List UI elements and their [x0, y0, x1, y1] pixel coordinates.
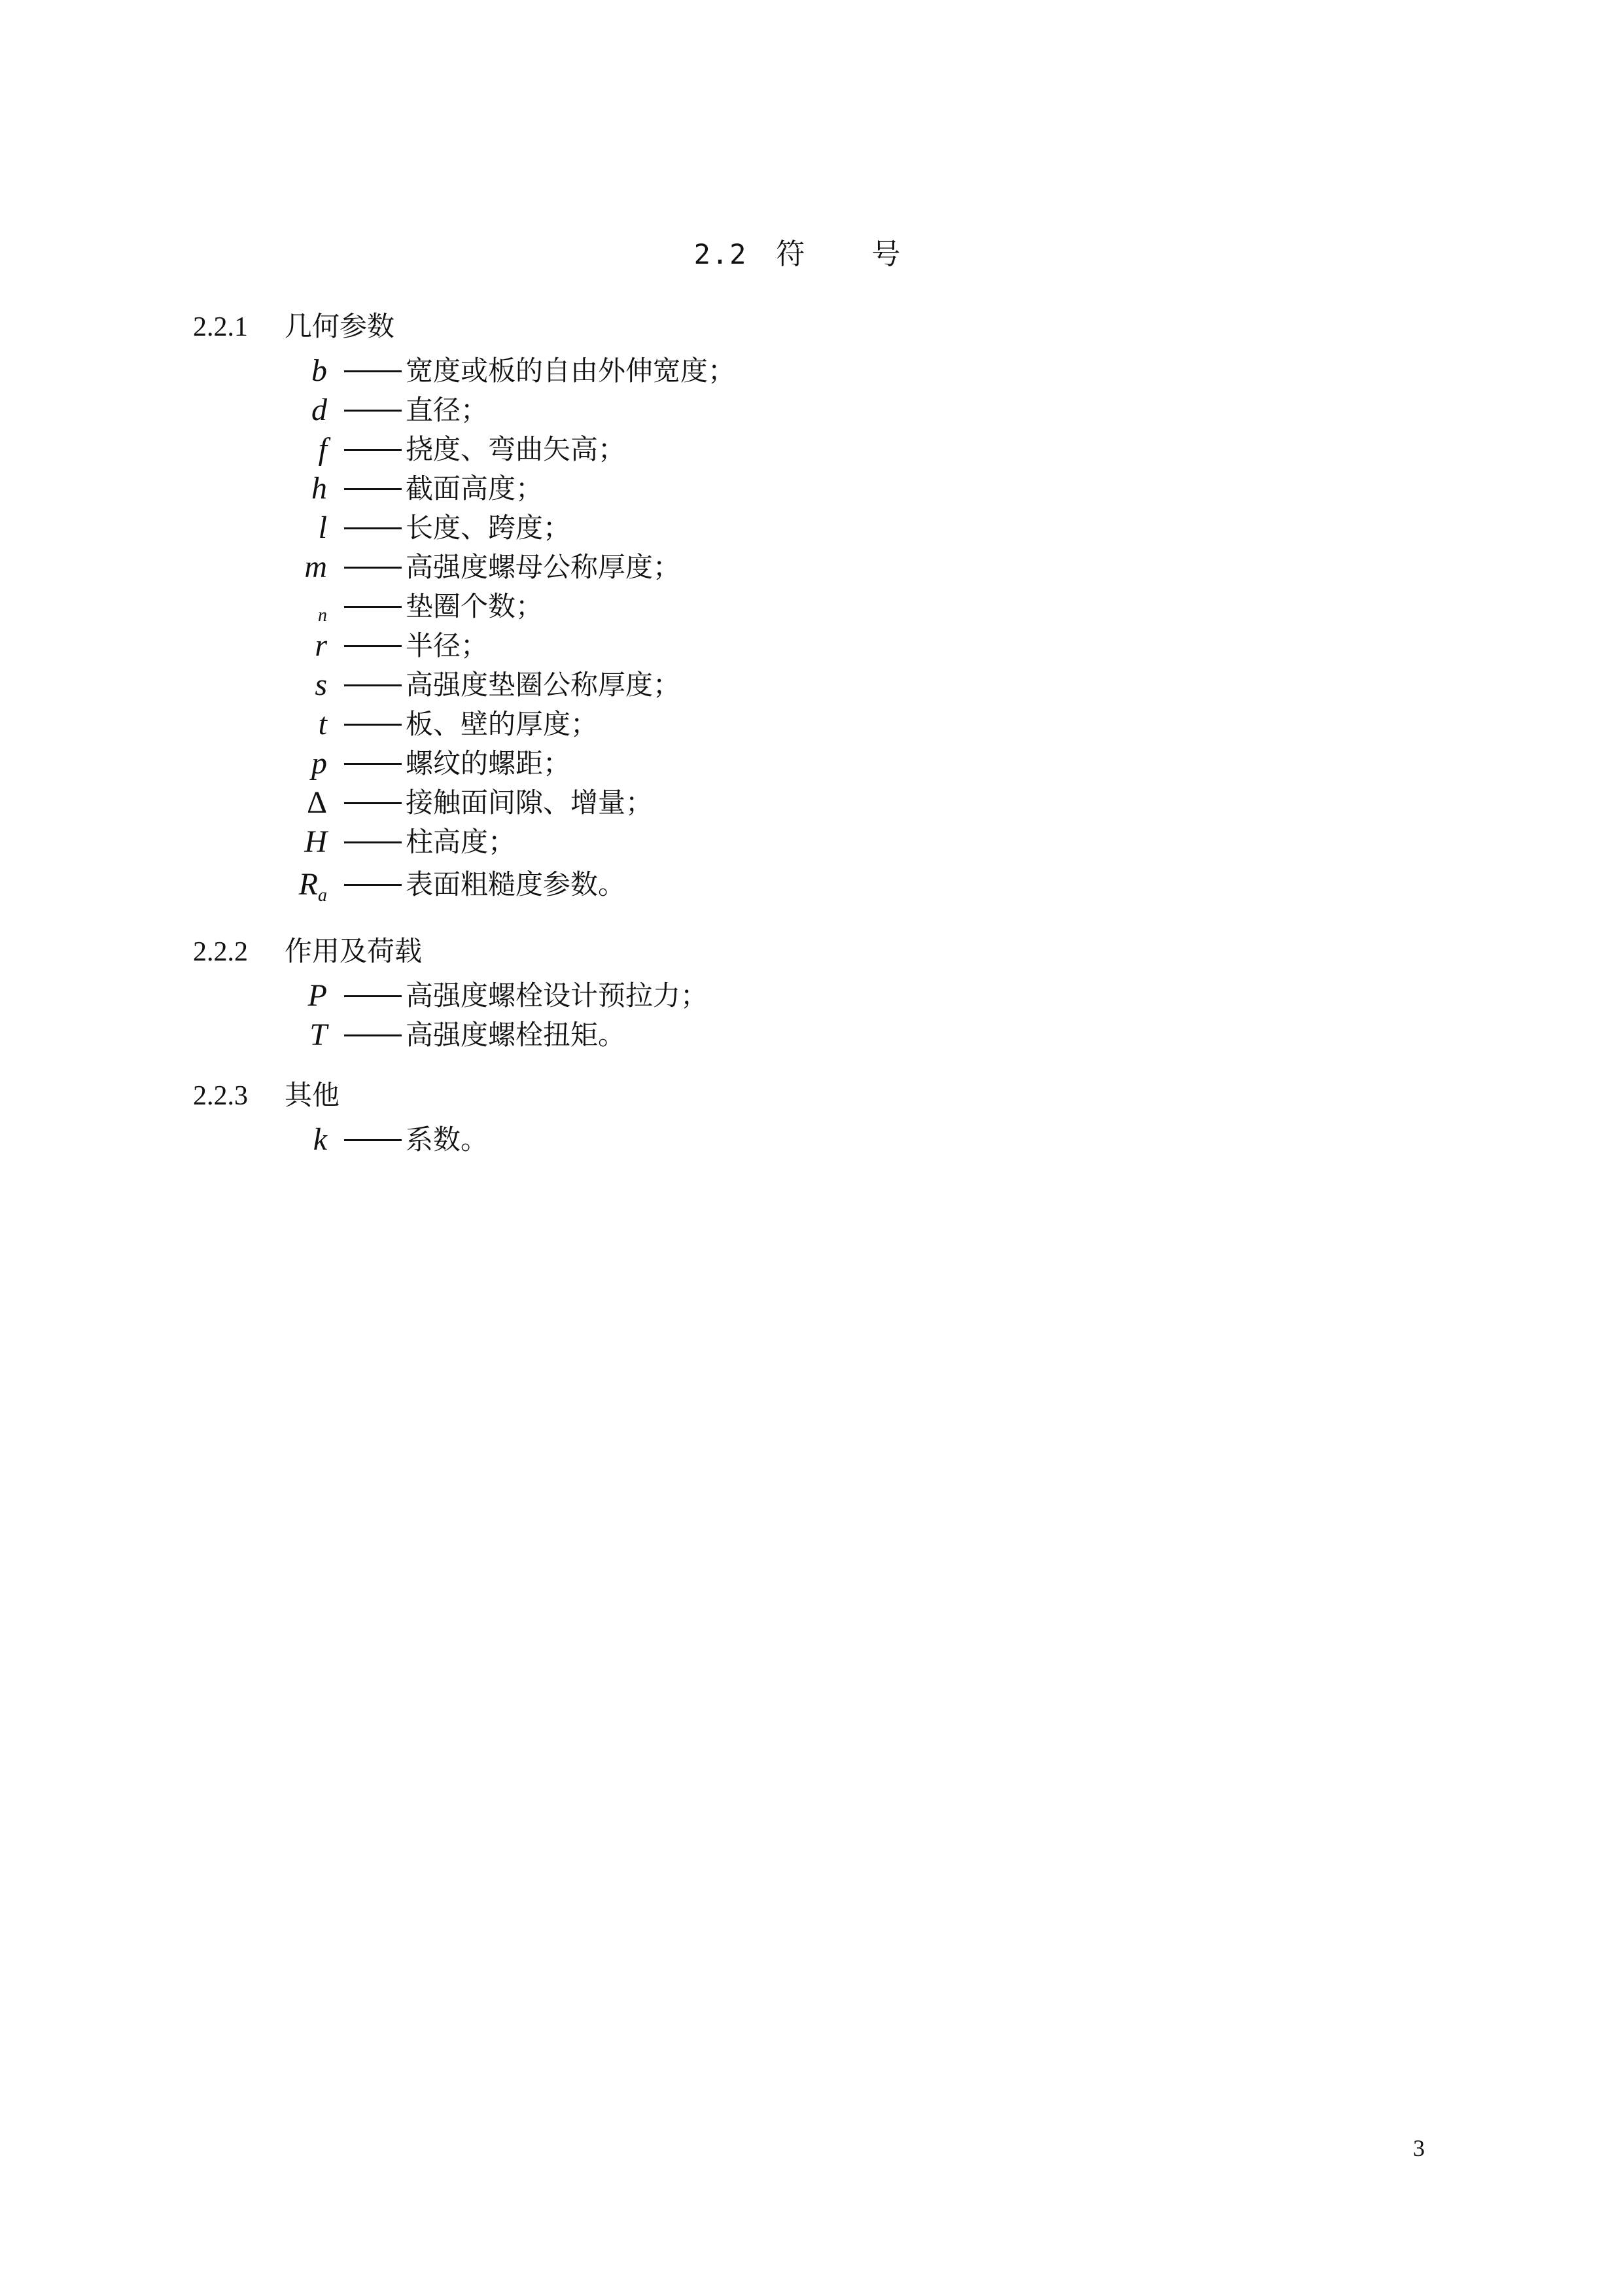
symbol: d: [311, 393, 327, 427]
symbol-description: 垫圈个数；: [406, 590, 544, 622]
symbol-description: 螺纹的螺距；: [406, 747, 571, 779]
symbol-description: 系数。: [406, 1123, 489, 1156]
em-dash: [344, 884, 402, 886]
em-dash: [344, 802, 402, 804]
em-dash: [344, 449, 402, 451]
symbol: n: [318, 605, 327, 626]
em-dash: [344, 527, 402, 529]
symbol-description: 接触面间隙、增量；: [406, 786, 654, 819]
subsection-heading-loads: [193, 930, 422, 969]
subsection-title: 其他: [285, 1079, 340, 1111]
subsection-number: 2.2.2: [193, 937, 248, 967]
symbol-base: R: [298, 867, 318, 902]
section-title: [0, 230, 1623, 272]
em-dash: [344, 370, 402, 372]
symbol-description: 截面高度；: [406, 472, 544, 504]
subsection-title: 几何参数: [285, 310, 395, 342]
em-dash: [344, 763, 402, 765]
section-heading: 符 号: [776, 238, 930, 271]
subsection-title: 作用及荷载: [285, 935, 423, 967]
symbol: [281, 865, 327, 915]
symbol: b: [311, 353, 327, 388]
symbol: m: [304, 550, 327, 584]
symbol-description: 高强度垫圈公称厚度；: [406, 669, 681, 701]
symbol-description: 挠度、弯曲矢高；: [406, 433, 626, 465]
symbol-description: 直径；: [406, 394, 489, 426]
symbol-description: 高强度螺母公称厚度；: [406, 551, 681, 583]
symbol-description: 半径；: [406, 629, 489, 662]
subsection-heading-geometry: [193, 305, 394, 344]
em-dash: [344, 567, 402, 569]
em-dash: [344, 488, 402, 490]
em-dash: [344, 410, 402, 412]
subsection-number: 2.2.1: [193, 312, 248, 342]
symbol-subscript: a: [318, 885, 327, 906]
em-dash: [344, 841, 402, 843]
symbol: k: [313, 1122, 327, 1157]
subsection-heading-others: [193, 1074, 340, 1113]
symbol: f: [318, 432, 327, 467]
em-dash: [344, 1139, 402, 1141]
em-dash: [344, 606, 402, 608]
symbol-description: 表面粗糙度参数。: [406, 868, 626, 900]
em-dash: [344, 684, 402, 686]
symbol-description: 板、壁的厚度；: [406, 708, 599, 740]
symbol: p: [311, 746, 327, 781]
em-dash: [344, 1034, 402, 1036]
symbol: h: [311, 471, 327, 506]
symbol: P: [307, 978, 327, 1013]
em-dash: [344, 645, 402, 647]
symbol-description: 宽度或板的自由外伸宽度；: [406, 355, 736, 387]
symbol: T: [309, 1017, 327, 1052]
subsection-number: 2.2.3: [193, 1081, 248, 1111]
symbol: Δ: [307, 785, 327, 820]
symbol-description: 柱高度；: [406, 826, 516, 858]
em-dash: [344, 995, 402, 997]
symbol: H: [304, 824, 327, 859]
symbol: s: [315, 667, 327, 702]
section-number: 2.2: [693, 238, 748, 270]
symbol-description: 长度、跨度；: [406, 512, 571, 544]
symbol: t: [318, 707, 327, 741]
page-number: 3: [1413, 2135, 1425, 2161]
symbol-description: 高强度螺栓扭矩。: [406, 1019, 626, 1051]
symbol: l: [318, 510, 327, 545]
symbol: r: [315, 628, 327, 663]
em-dash: [344, 724, 402, 726]
symbol-description: 高强度螺栓设计预拉力；: [406, 980, 708, 1012]
